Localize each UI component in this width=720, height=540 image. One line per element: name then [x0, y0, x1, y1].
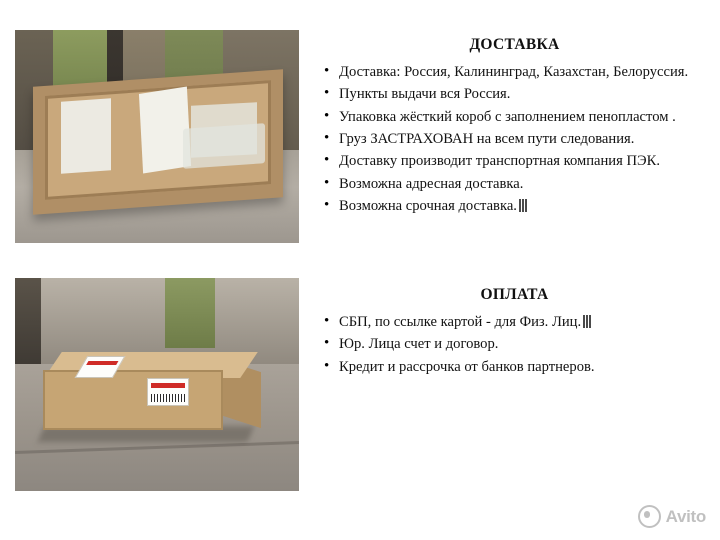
list-item	[321, 150, 708, 172]
photo2-box-front	[43, 370, 223, 430]
delivery-bullet-2: Пункты выдачи вся Россия.	[339, 86, 511, 103]
avito-watermark	[638, 505, 706, 528]
list-item	[321, 128, 708, 150]
list-item	[321, 356, 708, 378]
photo-payment-box	[15, 278, 299, 491]
payment-bullet-list	[321, 311, 708, 378]
list-item	[321, 61, 708, 83]
photo1-plastic-wrap	[183, 123, 265, 169]
delivery-bullet-4: Груз ЗАСТРАХОВАН на всем пути следования.	[339, 130, 635, 147]
payment-bullet-3: Кредит и рассрочка от банков партнеров.	[339, 358, 595, 375]
list-item	[321, 333, 708, 355]
payment-bullet-2: Юр. Лица счет и договор.	[339, 336, 499, 353]
barcode-glyph-icon	[519, 199, 528, 212]
barcode-glyph-icon	[583, 315, 592, 328]
list-item	[321, 83, 708, 105]
section-delivery	[0, 30, 720, 243]
delivery-bullet-5: Доставку производит транспортная компания ПЭК.	[339, 153, 661, 170]
delivery-bullet-7: Возможна срочная доставка.	[339, 197, 517, 214]
delivery-bullet-list	[321, 61, 708, 217]
payment-text-column	[299, 278, 720, 378]
photo-delivery-crate	[15, 30, 299, 243]
section-payment	[0, 278, 720, 491]
list-item	[321, 311, 708, 333]
list-item	[321, 173, 708, 195]
watermark-label: Avito	[665, 506, 706, 526]
photo2-door-green	[165, 278, 215, 348]
list-item	[321, 106, 708, 128]
photo2-shipping-label-front	[147, 378, 189, 406]
delivery-bullet-3: Упаковка жёсткий короб с заполнением пенопластом .	[339, 108, 676, 125]
payment-heading: ОПЛАТА	[480, 286, 549, 303]
delivery-bullet-1: Доставка: Россия, Калининград, Казахстан, Белоруссия.	[339, 64, 689, 80]
delivery-text-column	[299, 30, 720, 217]
list-item	[321, 195, 708, 217]
photo1-foam-left	[61, 98, 111, 173]
delivery-bullet-6: Возможна адресная доставка.	[339, 175, 524, 192]
delivery-heading: ДОСТАВКА	[469, 36, 560, 53]
photo2-door-dark	[15, 278, 41, 368]
payment-bullet-1: СБП, по ссылке картой - для Физ. Лиц.	[339, 314, 582, 330]
avito-logo-icon	[638, 505, 661, 528]
